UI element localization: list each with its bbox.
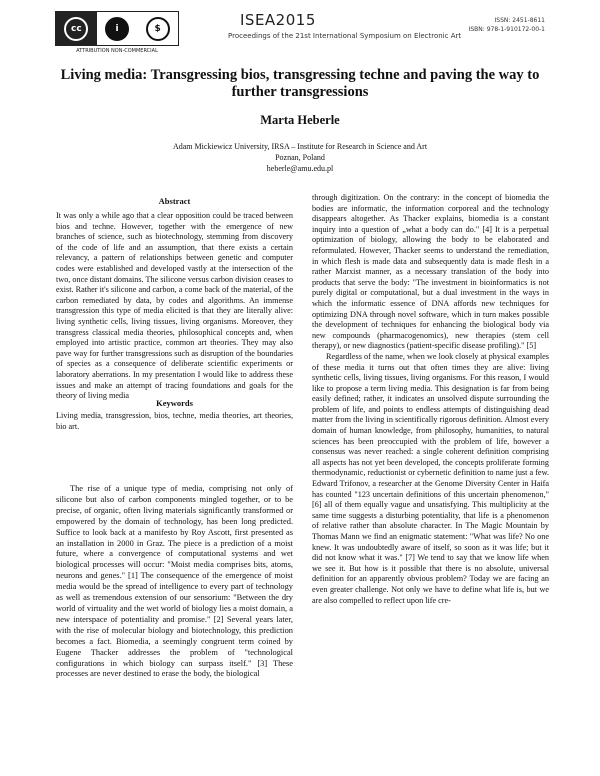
- body-paragraph: The rise of a unique type of media, comprising not only of silicone but also of carbon components mingled together, or to be precise, of organic, often living materials significantly transformed or empowered by the domain of technology, has been long predicted. Suffice to look back at a manifesto by Roy Ascott, first presented as an installation in 2000 in Graz. The piece is a prediction of a moist future, where a convergence of computational systems and wet biological processes will occur: "Moist media comprises bits, atoms, neurons and genes." [1] The consequence of the emergence of moist media would be the spread of intelligence to every part of technology as well as tremendous extension of our sensorium: "Between the dry world of virtuality and the wet world of biology lies a moist domain, a new interspace of potentiality and promise." [2] Several years later, with the rise of molecular biology and biotechnology, this prediction becomes a fact. Biomedia, a seemingly congruent term coined by Eugene Thacker addresses the problem of "technological configurations in which biology can surpass itself." [3] These processes are never destined to erase the body, the biological: [56, 484, 293, 679]
- paper-author: Marta Heberle: [260, 113, 340, 127]
- cc-caption: ATTRIBUTION NON-COMMERCIAL: [76, 48, 158, 54]
- abstract-paragraph: It was only a while ago that a clear opposition could be traced between bios and techne. However, together with the emergence of new branches of science, such as biotechnology, stemming from discovery of the code of life and an assumption, that there exists a certain relevancy, a pattern of relationships between genetic and computer codes were established and developed vastly at the intersection of the two, once distant domains. The silicone versus carbon division ceases to exist. Rather it's silicone and carbon, a come back of the material, of the carbon remediated by data, by codes and algorithms. An immense transgression this type of media elicited is that they are literally alive: living synthetic cells, living tissues, living organisms. Moreover, they transgress classical media theories, philosophical concepts and, when employed into artistic practice, common art theories. They may also pave way for further transgressions such as disruption of the boundaries of species as a consequence of deliberate scientific experiments or laboratory aberrations. In my presentation I would like to address these issues and make an attempt of tracing foundations and goals for the theory of living media: [56, 211, 293, 401]
- issn-line: ISSN: 2451-8611: [494, 17, 545, 24]
- cc-icon: cc: [56, 12, 97, 45]
- body-right-column: [312, 193, 549, 606]
- conference-logo: ISEA2015: [240, 11, 316, 29]
- abstract-text: [56, 211, 293, 402]
- body-paragraph: through digitization. On the contrary: in the concept of biomedia the bodies are informatic, the information corporeal and the technology disappears altogether. As Thacker explains, biomedia is a constant inquiry into a question of „what a body can do." [4] It is a perpetual optimization of biology, allowing the body to be elaborated and reformulated. However, Thacker seems to understand the remediation, in which flesh is made data and subsequently data is made flesh in a rather Marxist manner, as a necessary translation of the body into products that serve the body: "The investment in bioinformatics is not purely digital or computational, but a dual investment in the ways in which the informatic essence of DNA affords new techniques for optimizing DNA through novel software, which in turn makes possible the development of techniques for enhancing the biological body via new compounds (pharmacogenomics), new therapies (stem cell therapy), or new diagnostics (patient-specific disease profiling)." [5]: [312, 193, 549, 351]
- noncommercial-icon: $: [137, 12, 178, 45]
- creative-commons-logo: [55, 11, 179, 54]
- keywords-heading: Keywords: [156, 398, 193, 408]
- body-paragraph: Regardless of the name, when we look closely at physical examples of these media it turns out that often times they are alive: living synthetic cells, living tissues, living organisms. For this reason, I would like to propose a term living media. This designation is far from being easily defined; rather, it indicates an unsolved dispute surrounding the problem of life, and points to endless attempts of distinguishing dead matter from the living in scientifically rigorous definition. Almost every domain of human knowledge, from philosophy, humanities, to natural sciences has been preoccupied with the problem of life, however a consensus was never reached: a single coherent definition comprising all aspects has not yet been developed, the concepts proliferate forming thermodynamic, reductionist or cybernetic definition to name just a few. Edward Trifonov, a researcher at the Genome Diversity Center in Haifa has counted "123 uncertain definitions of this uncertain phenomenon," [6] all of them equally vague and unsatisfying. This multiplicity at the same time suggests a disturbing potentiality, that life is a phenomenon of relative rather than absolute character. In The Magic Mountain by Thomas Mann we find an enigmatic statement: "What was life? No one knew. It was undoubtedly aware of itself, so soon as it was life; but it did not know what it was." [7] We tend to say that we know life when we see it. But how is it possible that there is no absolute, universal definition for an apparently obvious problem? Today we are facing an even greater challenge. Not only we have to define what life is, but we are also compelled to reflect upon life cre-: [312, 351, 549, 605]
- keywords-paragraph: Living media, transgression, bios, techne, media theories, art theories, bio art.: [56, 411, 293, 431]
- affiliation-line: Adam Mickiewicz University, IRSA – Institute for Research in Science and Art: [172, 142, 428, 151]
- affiliation-location: Poznan, Poland: [275, 153, 325, 162]
- issn-block: [469, 16, 545, 34]
- keywords-text: [56, 411, 293, 432]
- body-left-column: [56, 484, 293, 680]
- isbn-line: ISBN: 978-1-910172-00-1: [468, 26, 545, 33]
- conference-subtitle: Proceedings of the 21st International Symposium on Electronic Art: [228, 32, 462, 40]
- affiliation-block: [0, 141, 600, 174]
- attribution-icon: i: [97, 12, 138, 45]
- paper-title: Living media: Transgressing bios, transgressing techne and paving the way to further transgressions: [60, 67, 540, 100]
- abstract-heading: Abstract: [158, 196, 191, 206]
- author-email[interactable]: heberle@amu.edu.pl: [266, 164, 334, 173]
